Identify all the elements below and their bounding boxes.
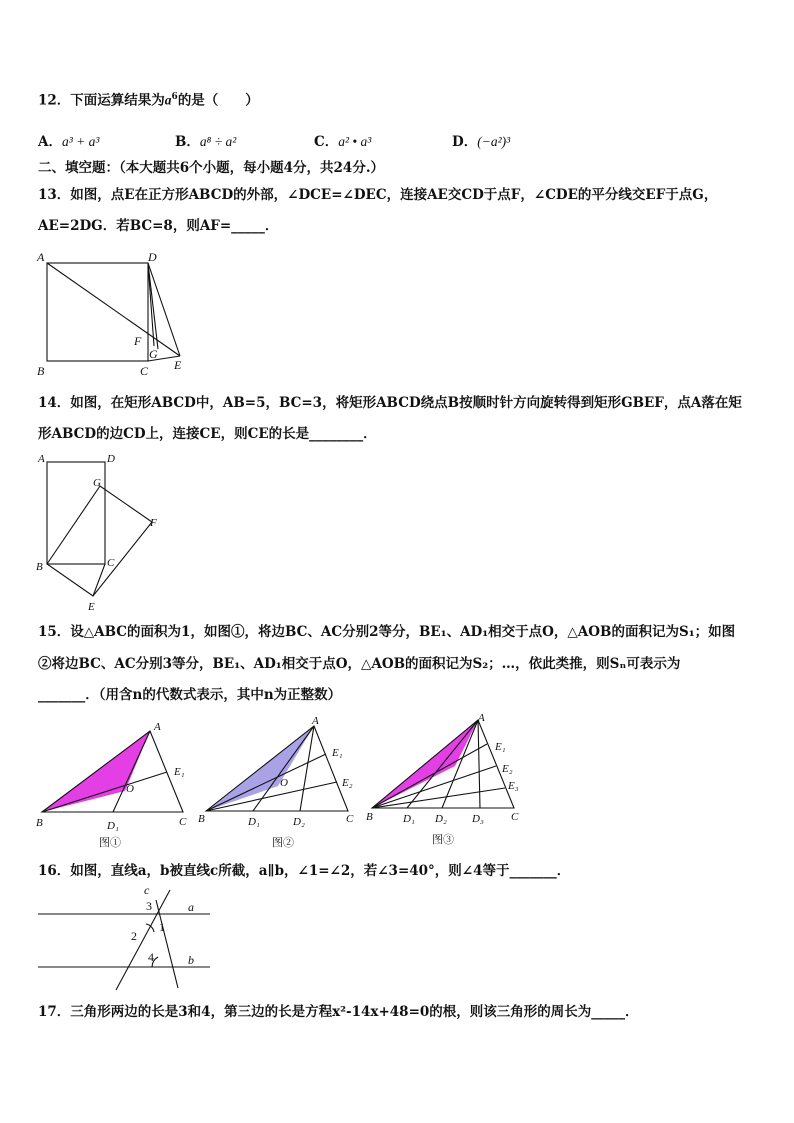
q15-caption-1: 图①	[99, 837, 121, 849]
q15-line3: _______．（用含n的代数式表示，其中n为正整数）	[38, 687, 342, 703]
q14-label-b: B	[36, 561, 43, 573]
q15-fig2-label-e1: E₁	[332, 747, 343, 759]
q13-line2: AE=2DG．若BC=8，则AF=_____．	[38, 218, 279, 234]
q15-fig3-label-b: B	[366, 811, 373, 823]
q15-fig3-ad1	[407, 720, 478, 808]
q15-fig3-label-d3: D₃	[472, 813, 484, 825]
q15-fig3-ad3	[478, 720, 480, 808]
q15-fig2-label-b: B	[198, 813, 205, 825]
q15-fig1-label-b: B	[36, 817, 43, 829]
q12-option-b[interactable]: B．a⁸ ÷ a²	[175, 134, 237, 150]
q13-figure	[34, 248, 194, 378]
q12-option-c[interactable]: C．a² • a³	[314, 134, 372, 150]
q15-fig3-label-c: C	[511, 811, 519, 823]
q15-fig3-label-e1: E₁	[495, 741, 506, 753]
q15-fig1-label-e1: E₁	[174, 766, 185, 778]
q15-figure-3	[366, 712, 519, 846]
q14-label-f: F	[150, 517, 157, 529]
q17-line1: 17．三角形两边的长是3和4，第三边的长是方程x²-14x+48=0的根，则该三角形的周长为_____．	[38, 1004, 639, 1020]
q16-label-c: c	[144, 883, 150, 897]
q15-fig2-label-d2: D₂	[293, 816, 305, 828]
q14-segment-ce	[93, 564, 105, 596]
q16-line-c-lower	[116, 890, 170, 990]
q14-line1: 14．如图，在矩形ABCD中，AB=5，BC=3，将矩形ABCD绕点B按顺时针方向旋转得到矩形GBEF，点A落在矩	[38, 395, 742, 411]
q14-label-a: A	[38, 453, 45, 465]
q16-label-b: b	[188, 953, 194, 967]
q14-label-g: G	[93, 477, 101, 489]
q15-fig3-be1	[372, 744, 487, 808]
q16-line-c-upper	[156, 900, 178, 988]
q13-line1: 13．如图，点E在正方形ABCD的外部，∠DCE=∠DEC，连接AE交CD于点F，∠CDE的平分线交EF于点G，	[38, 187, 718, 203]
q14-figure	[34, 448, 174, 616]
q13-label-d: D	[148, 250, 157, 264]
q12-stem: 12．下面运算结果为$a^6$的是（ ）	[38, 92, 259, 109]
q15-fig2-label-c: C	[346, 813, 354, 825]
q15-line2: ②将边BC、AC分别3等分，BE₁、AD₁相交于点O，△AOB的面积记为S₂；…，依此类推，则Sₙ可表示为	[38, 656, 681, 672]
q16-label-2: 2	[131, 929, 137, 943]
q15-fig2-label-e2: E₂	[342, 777, 353, 789]
q16-label-a: a	[188, 900, 194, 914]
q15-fig1-label-d1: D₁	[107, 820, 119, 832]
q14-label-e: E	[88, 601, 95, 613]
q14-label-d: D	[107, 453, 115, 465]
q15-fig3-label-e2: E₂	[502, 763, 513, 775]
q15-fig3-label-d2: D₂	[435, 813, 447, 825]
q14-line2: 形ABCD的边CD上，连接CE，则CE的长是________．	[38, 426, 377, 442]
q12-option-a[interactable]: A．a³ + a³	[38, 134, 100, 150]
q15-fig3-label-d1: D₁	[403, 813, 415, 825]
q16-label-1: 1	[159, 920, 165, 934]
q15-fig3-label-e3: E₃	[508, 780, 519, 792]
q16-label-4: 4	[148, 950, 154, 964]
q15-fig3-label-a: A	[478, 712, 485, 724]
q15-fig2-label-d1: D₁	[248, 816, 260, 828]
q15-figure-1	[36, 721, 187, 849]
q13-square	[47, 263, 148, 361]
q13-label-e: E	[174, 358, 182, 372]
q13-label-b: B	[37, 364, 45, 378]
q15-line1: 15．设△ABC的面积为1，如图①，将边BC、AC分别2等分，BE₁、AD₁相交于点O，△AOB的面积记为S₁；如图	[38, 624, 736, 640]
q15-caption-2: 图②	[272, 837, 294, 849]
q13-segment-de	[148, 263, 180, 356]
q15-figures	[34, 712, 526, 854]
q15-caption-3: 图③	[432, 834, 454, 846]
q16-line1: 16．如图，直线a，b被直线c所截，a∥b，∠1=∠2，若∠3=40°，则∠4等于_______．	[38, 863, 571, 879]
q14-label-c: C	[107, 557, 115, 569]
section-heading: 二、填空题：（本大题共6个小题，每小题4分，共24分.）	[38, 160, 385, 176]
q15-figure-2	[198, 715, 354, 849]
q13-label-c: C	[140, 364, 149, 378]
q16-label-3: 3	[146, 899, 152, 913]
q15-fig2-label-o: O	[280, 777, 288, 789]
q15-fig2-be1	[206, 754, 326, 811]
q13-label-g: G	[149, 347, 158, 361]
q15-fig1-label-a: A	[154, 721, 161, 733]
q16-figure	[34, 880, 214, 992]
q15-fig1-label-c: C	[179, 816, 187, 828]
q13-label-f: F	[134, 334, 142, 348]
q15-fig1-label-o: O	[126, 783, 134, 795]
q12-option-d[interactable]: D．(−a²)³	[452, 134, 511, 150]
q13-segment-ae	[47, 263, 180, 356]
q15-fig2-label-a: A	[312, 715, 319, 727]
q13-label-a: A	[37, 250, 45, 264]
